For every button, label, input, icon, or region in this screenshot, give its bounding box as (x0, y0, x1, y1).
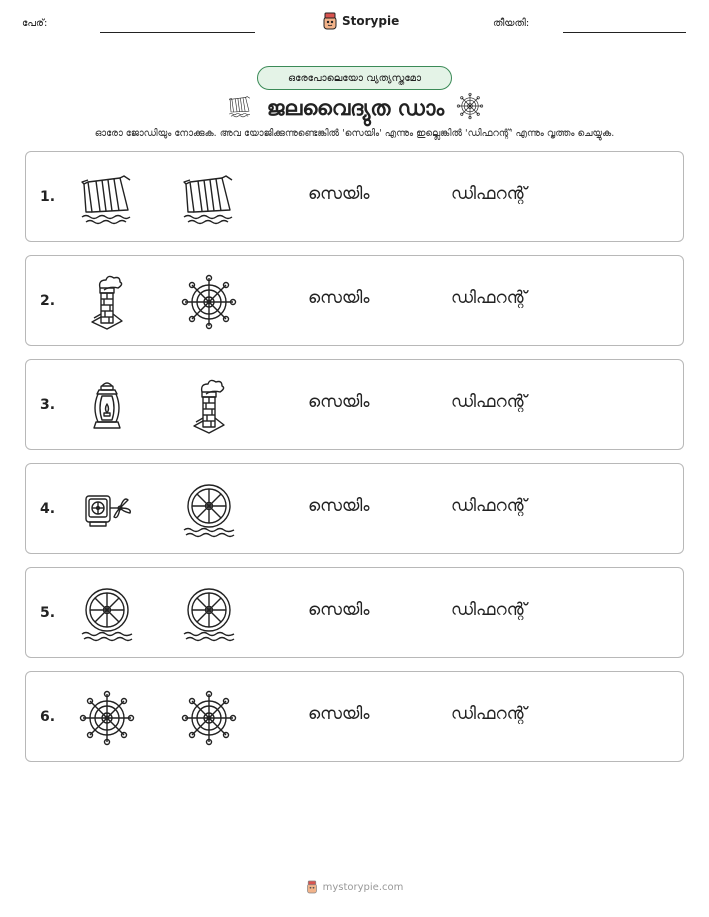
question-number: 5. (40, 605, 56, 621)
footer-site[interactable]: mystorypie.com (322, 881, 404, 893)
question-row-2 (25, 255, 684, 346)
name-line[interactable] (100, 32, 255, 33)
question-row-1 (25, 151, 684, 242)
question-number: 1. (40, 189, 56, 205)
same-option[interactable]: സെയിം (308, 288, 370, 308)
date-label: തീയതി: (493, 18, 530, 29)
page-title: ജലവൈദ്യുത ഡാം (266, 95, 445, 120)
same-option[interactable]: സെയിം (308, 392, 370, 412)
ship-wheel-icon (456, 92, 484, 124)
question-row-6 (25, 671, 684, 762)
mascot-icon (322, 12, 338, 30)
dam-icon (225, 94, 255, 122)
generator-icon (78, 482, 136, 538)
footer (0, 880, 709, 894)
question-row-3 (25, 359, 684, 450)
question-number: 4. (40, 501, 56, 517)
instructions: ഓരോ ജോഡിയും നോക്കുക. അവ യോജിക്കുന്നുണ്ടെങ്കിൽ 'സെയിം' എന്നും ഇല്ലെങ്കിൽ 'ഡിഫറന്റ്' എന്നും വൃത്തം ചെയ്യുക. (94, 128, 615, 139)
different-option[interactable]: ഡിഫറന്റ് (451, 392, 527, 412)
chimney-icon (180, 378, 238, 434)
dam-icon (180, 170, 238, 226)
chimney-icon (78, 274, 136, 330)
same-option[interactable]: സെയിം (308, 184, 370, 204)
question-number: 6. (40, 709, 56, 725)
water-wheel-icon (180, 482, 238, 538)
same-option[interactable]: സെയിം (308, 496, 370, 516)
different-option[interactable]: ഡിഫറന്റ് (451, 288, 527, 308)
question-number: 3. (40, 397, 56, 413)
mascot-icon (306, 880, 318, 894)
water-wheel-icon (180, 586, 238, 642)
different-option[interactable]: ഡിഫറന്റ് (451, 600, 527, 620)
question-number: 2. (40, 293, 56, 309)
same-option[interactable]: സെയിം (308, 600, 370, 620)
brand-logo (322, 12, 399, 30)
different-option[interactable]: ഡിഫറന്റ് (451, 496, 527, 516)
ship-wheel-icon (180, 274, 238, 330)
water-wheel-icon (78, 586, 136, 642)
date-line[interactable] (563, 32, 686, 33)
different-option[interactable]: ഡിഫറന്റ് (451, 184, 527, 204)
title-row (0, 92, 709, 124)
brand-name: Storypie (342, 14, 400, 28)
question-row-4 (25, 463, 684, 554)
lantern-icon (78, 378, 136, 434)
dam-icon (78, 170, 136, 226)
name-label: പേര്: (22, 18, 48, 29)
ship-wheel-icon (180, 690, 238, 746)
worksheet-type-badge: ഒരേപോലെയോ വ്യത്യസ്തമോ (257, 66, 452, 90)
question-row-5 (25, 567, 684, 658)
ship-wheel-icon (78, 690, 136, 746)
different-option[interactable]: ഡിഫറന്റ് (451, 704, 527, 724)
same-option[interactable]: സെയിം (308, 704, 370, 724)
